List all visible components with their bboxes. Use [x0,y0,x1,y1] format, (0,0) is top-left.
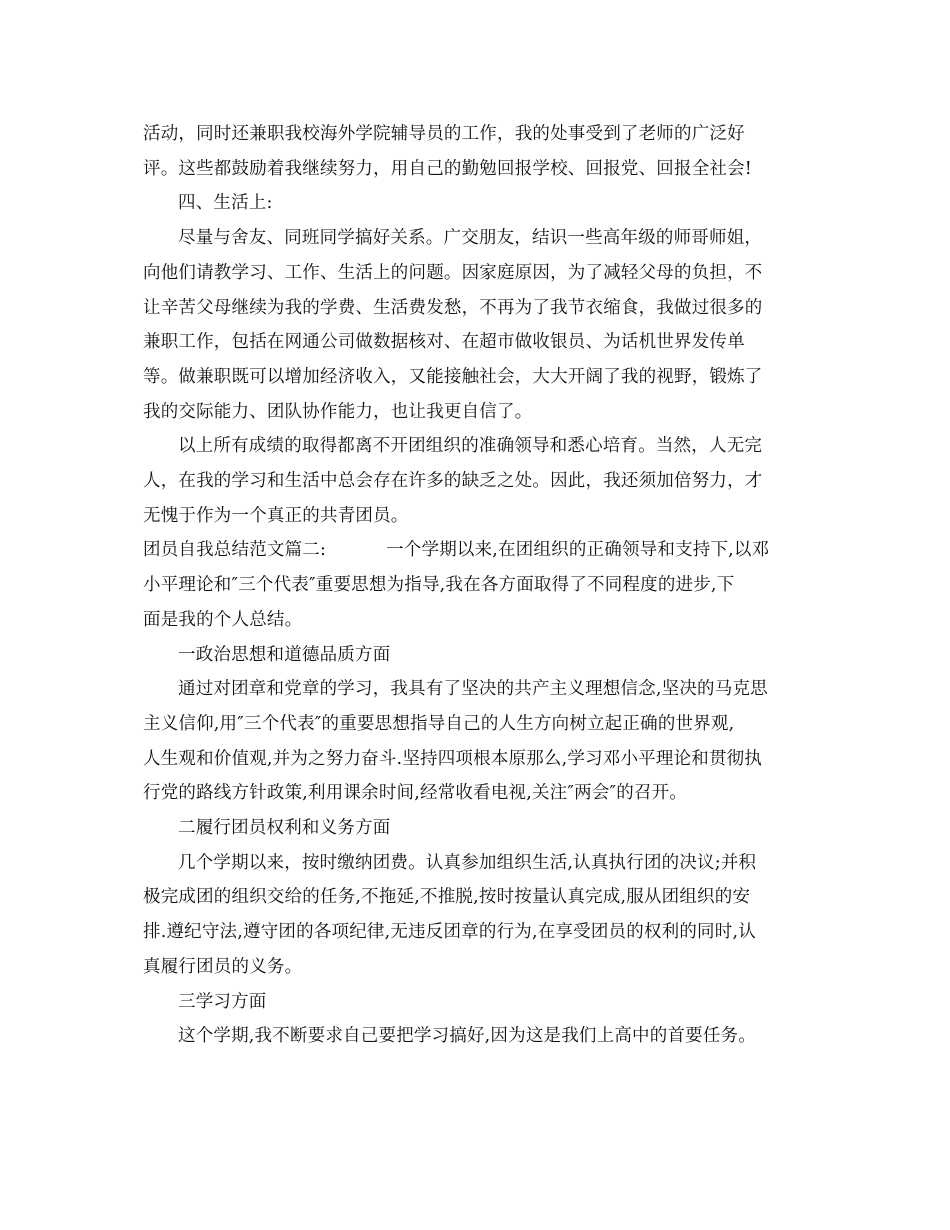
paragraph-conclusion [143,429,823,533]
text-line: 极完成团的组织交给的任务,不拖延,不推脱,按时按量认真完成,服从团组织的安 [143,887,751,908]
heading-text: 四、生活上: [178,193,273,214]
text-line: 小平理论和″三个代表″重要思想为指导,我在各方面取得了不同程度的进步,下 [143,575,735,596]
heading-duty [143,811,823,846]
heading-politics [143,638,823,673]
text-line: 活动，同时还兼职我校海外学院辅导员的工作，我的处事受到了老师的广泛好 [143,124,745,144]
text-line: 主义信仰,用″三个代表″的重要思想指导自己的人生方向树立起正确的世界观, [143,713,735,734]
text-line: 排.遵纪守法,遵守团的各项纪律,无违反团章的行为,在享受团员的权利的同时,认 [143,922,756,943]
text-line: 兼职工作，包括在网通公司做数据核对、在超市做收银员、为话机世界发传单 [143,332,745,353]
text-line: 面是我的个人总结。 [143,609,303,630]
text-line: 真履行团员的义务。 [143,956,303,977]
heading-text: 二履行团员权利和义务方面 [178,818,391,839]
paragraph-section2-intro [143,533,823,637]
text-line: 通过对团章和党章的学习，我具有了坚决的共产主义理想信念,坚决的马克思 [178,679,768,700]
heading-study [143,985,823,1020]
text-line: 几个学期以来，按时缴纳团费。认真参加组织生活,认真执行团的决议;并积 [178,852,757,873]
paragraph-duty [143,846,823,985]
heading-text: 一政治思想和道德品质方面 [178,644,391,665]
paragraph-life [143,221,823,429]
heading-text: 三学习方面 [178,991,267,1012]
section2-first-line: 一个学期以来,在团组织的正确领导和支持下,以邓 [386,540,770,561]
paragraph-politics [143,672,823,811]
text-line: 尽量与舍友、同班同学搞好关系。广交朋友，结识一些高年级的师哥师姐， [178,228,763,249]
text-line: 让辛苦父母继续为我的学费、生活费发愁，不再为了我节衣缩食，我做过很多的 [143,297,763,318]
text-line: 向他们请教学习、工作、生活上的问题。因家庭原因，为了减轻父母的负担，不 [143,262,763,283]
text-line: 人，在我的学习和生活中总会存在许多的缺乏之处。因此，我还须加倍努力，才 [143,471,763,492]
text-line [143,533,823,568]
text-line: 行党的路线方针政策,利用课余时间,经常收看电视,关注″两会″的召开。 [143,783,688,804]
paragraph-activities [143,117,823,186]
text-line: 人生观和价值观,并为之努力奋斗.坚持四项根本原那么,学习邓小平理论和贯彻执 [143,748,763,769]
text-line: 我的交际能力、团队协作能力，也让我更自信了。 [143,401,533,422]
text-line: 无愧于作为一个真正的共青团员。 [143,505,409,526]
section2-title: 团员自我总结范文篇二: [143,540,327,561]
text-line: 等。做兼职既可以增加经济收入，又能接触社会，大大开阔了我的视野，锻炼了 [143,366,763,387]
heading-life [143,186,823,221]
document-body [143,117,823,1054]
text-line: 这个学期,我不断要求自己要把学习搞好,因为这是我们上高中的首要任务。 [178,1026,756,1047]
text-line: 以上所有成绩的取得都离不开团组织的准确领导和悉心培育。当然，人无完 [178,436,763,457]
text-line: 评。这些都鼓励着我继续努力，用自己的勤勉回报学校、回报党、回报全社会! [143,158,753,179]
paragraph-study [143,1019,823,1054]
